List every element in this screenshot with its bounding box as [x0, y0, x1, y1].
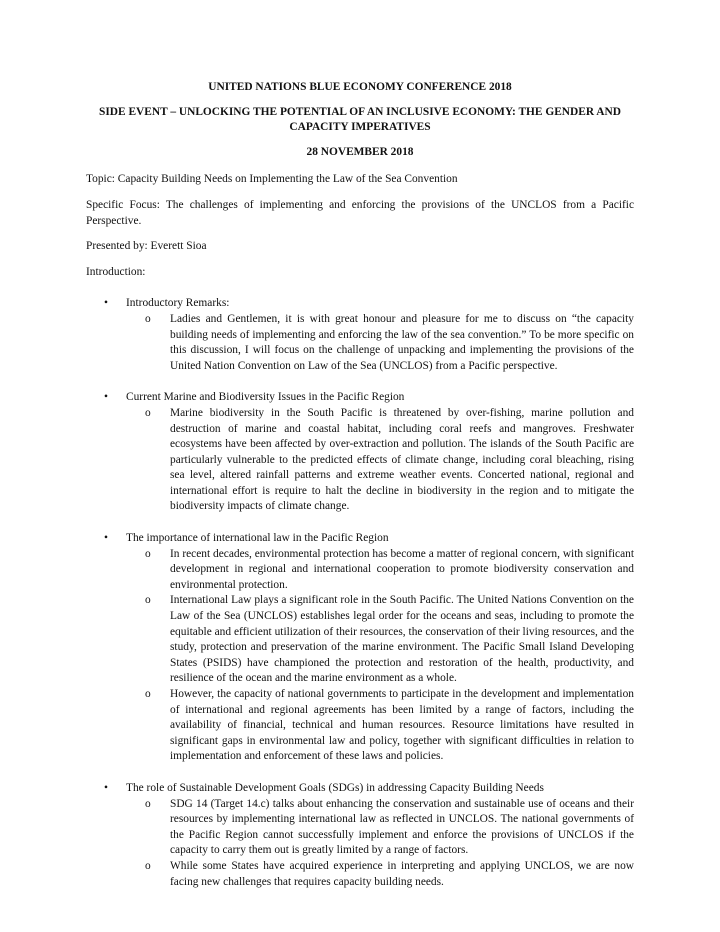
sub-bullet-icon: o [145, 547, 151, 560]
sub-bullet-icon: o [145, 312, 151, 325]
bullet-icon: • [104, 391, 108, 404]
list-item-text: However, the capacity of national governments to participate in the development and implementation of international and regional agreements has been limited by a range of factors, including the availability of financial, technical and human resources. Resource limitations have resulted in significant gaps in environmental law and policy, together with significant difficulties in relation to implementation and enforcement of these laws and policies. [170, 688, 634, 763]
bullet-icon: • [104, 532, 108, 545]
sub-bullet-icon: o [145, 688, 151, 700]
section-heading: Introductory Remarks: [126, 297, 230, 310]
list-item [145, 312, 634, 374]
section-sdgs [86, 781, 634, 890]
list-item [145, 547, 634, 594]
list-item-text: Marine biodiversity in the South Pacific is threatened by over-fishing, marine pollution and destruction of marine and coastal habitat, including coral reefs and mangroves. Freshwater ecosystems have been affected by over-extraction and pollution. The islands of the South Pacific are particularly vulnerable to the predicted effects of climate change, including coral bleaching, rising sea level, altered rainfall patterns and extreme weather events. Concerted national, regional and international effort is require to halt the decline in biodiversity in the region and to mitigate the biodiversity impacts of climate change. [170, 406, 634, 513]
list-item-text: Ladies and Gentlemen, it is with great honour and pleasure for me to discuss on “the capacity building needs of implementing and enforcing the law of the sea convention.” To be more specific on this discussion, I will focus on the challenge of unpacking and implementing the provisions of the United Nation Convention on Law of the Sea (UNCLOS) from a Pacific perspective. [170, 312, 634, 372]
section-heading: Current Marine and Biodiversity Issues in the Pacific Region [126, 391, 405, 404]
list-item [145, 859, 634, 890]
sub-bullet-icon: o [145, 859, 151, 872]
list-item-text: In recent decades, environmental protection has become a matter of regional concern, with significant development in regional and international cooperation to promote biodiversity conservation and environmental protection. [170, 547, 634, 591]
sub-bullet-icon: o [145, 594, 151, 607]
section-heading: The role of Sustainable Development Goals (SDGs) in addressing Capacity Building Needs [126, 781, 544, 794]
sub-bullet-icon: o [145, 797, 151, 810]
list-item [145, 406, 634, 515]
bullet-icon: • [104, 297, 108, 310]
list-item-text: International Law plays a significant role in the South Pacific. The United Nations Convention on the Law of the Sea (UNCLOS) establishes legal order for the oceans and seas, including to promote the equitable and efficient utilization of their resources, the conservation of their living resources, and the study, protection and preservation of the marine environment. The Pacific Small Island Developing States (PSIDS) have championed the protection and restoration of the health, productivity, and resilience of the ocean and the marine environment as a whole. [170, 594, 634, 685]
list-item [145, 797, 634, 859]
sub-bullet-icon: o [145, 406, 151, 419]
list-item-text: While some States have acquired experience in interpreting and applying UNCLOS, we are now facing new challenges that requires capacity building needs. [170, 859, 634, 888]
topic-line: Topic: Capacity Building Needs on Implementing the Law of the Sea Convention [86, 173, 458, 186]
section-introductory-remarks [86, 296, 634, 374]
event-date: 28 NOVEMBER 2018 [306, 145, 414, 158]
side-event-title: SIDE EVENT – UNLOCKING THE POTENTIAL OF AN INCLUSIVE ECONOMY: THE GENDER AND CAPACITY IMPERATIVES [99, 105, 621, 134]
list-item [145, 593, 634, 687]
bullet-icon: • [104, 781, 108, 794]
introduction-heading: Introduction: [86, 265, 146, 278]
specific-focus: Specific Focus: The challenges of implementing and enforcing the provisions of the UNCLOS from a Pacific Perspective. [86, 198, 634, 227]
conference-title: UNITED NATIONS BLUE ECONOMY CONFERENCE 2018 [208, 81, 512, 93]
section-heading: The importance of international law in the Pacific Region [126, 532, 389, 545]
section-marine-biodiversity [86, 390, 634, 515]
presenter-line: Presented by: Everett Sioa [86, 240, 207, 253]
list-item-text: SDG 14 (Target 14.c) talks about enhancing the conservation and sustainable use of oceans and their resources by implementing international law as reflected in UNCLOS. The national governments of the Pacific Region cannot successfully implement and enforce the provisions of UNCLOS if the capacity to carry them out is greatly limited by a range of factors. [170, 797, 634, 857]
list-item [145, 687, 634, 765]
section-international-law [86, 531, 634, 765]
